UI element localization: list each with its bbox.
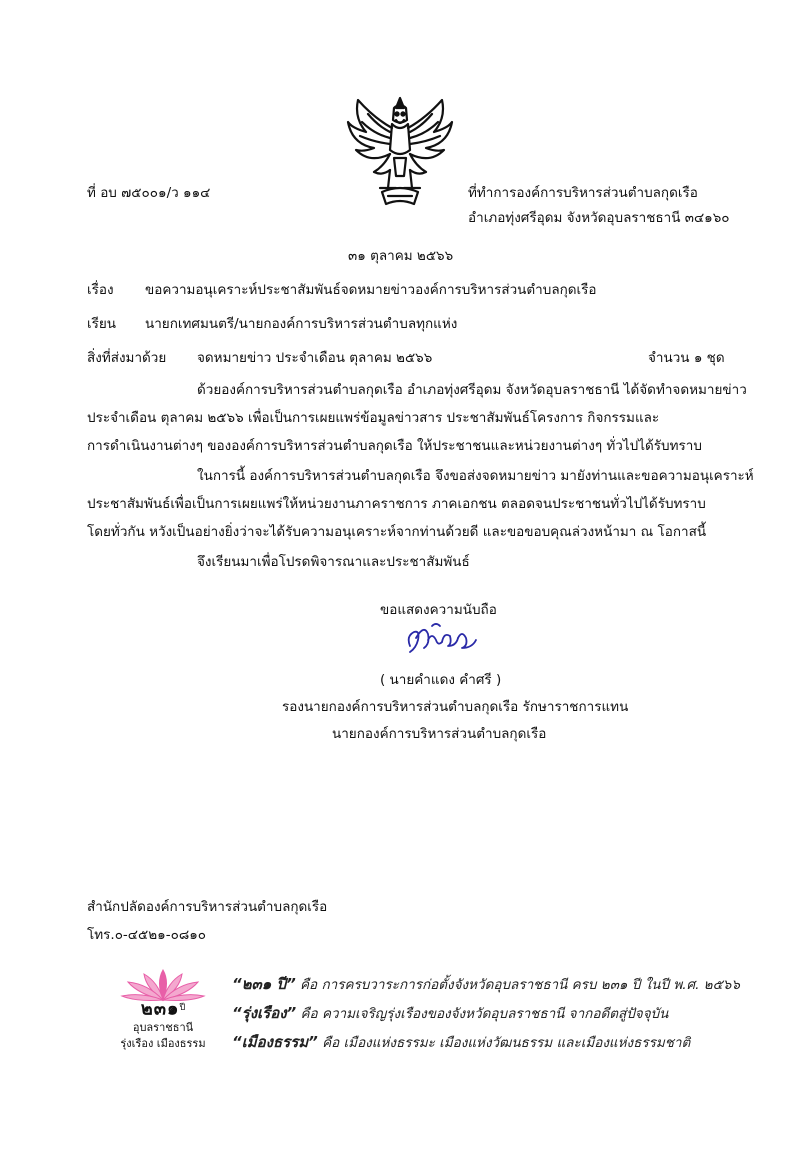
- body-para2-line1: ในการนี้ องค์การบริหารส่วนตำบลกุดเรือ จึงขอส่งจดหมายข่าว มายังท่านและขอความอนุเคราะห์: [197, 468, 754, 484]
- subject-text: ขอความอนุเคราะห์ประชาสัมพันธ์จดหมายข่าวองค์การบริหารส่วนตำบลกุดเรือ: [145, 282, 597, 298]
- closing-salutation: ขอแสดงความนับถือ: [380, 602, 497, 618]
- motto3-text: คือ เมืองแห่งธรรมะ เมืองแห่งวัฒนธรรม และเมืองแห่งธรรมชาติ: [317, 1035, 691, 1051]
- enclosure-label: สิ่งที่ส่งมาด้วย: [87, 350, 167, 366]
- body-para1-line3: การดำเนินงานต่างๆ ขององค์การบริหารส่วนตำบลกุดเรือ ให้ประชาชนและหน่วยงานต่างๆ ทั่วไปได้รับทราบ: [87, 438, 702, 454]
- logo-superscript: ปี: [179, 1003, 186, 1013]
- motto2-key: “รุ่งเรือง”: [232, 1004, 297, 1022]
- contact-phone: โทร.๐-๔๕๒๑-๐๘๑๐: [87, 927, 207, 943]
- body-para2-line2: ประชาสัมพันธ์เพื่อเป็นการเผยแพร่ให้หน่วยงานภาคราชการ ภาคเอกชน ตลอดจนประชาชนทั่วไปได้รับทราบ: [87, 496, 706, 512]
- recipient-text: นายกเทศมนตรี/นายกองค์การบริหารส่วนตำบลทุกแห่ง: [145, 316, 458, 332]
- motto-line3: [232, 1032, 690, 1053]
- subject-label: เรื่อง: [87, 282, 114, 298]
- letter-date: ๓๑ ตุลาคม ๒๕๖๖: [348, 248, 454, 264]
- recipient-label: เรียน: [87, 316, 117, 332]
- office-address-line1: ที่ทำการองค์การบริหารส่วนตำบลกุดเรือ: [468, 185, 698, 201]
- motto-line1: [232, 974, 740, 995]
- motto3-key: “เมืองธรรม”: [232, 1033, 318, 1051]
- signer-title-line2: นายกองค์การบริหารส่วนตำบลกุดเรือ: [332, 726, 547, 742]
- motto1-text: คือ การครบวาระการก่อตั้งจังหวัดอุบลราชธานี ครบ ๒๓๑ ปี ในปี พ.ศ. ๒๕๖๖: [295, 977, 740, 993]
- logo-number: ๒๓๑: [140, 998, 180, 1020]
- enclosure-quantity: จำนวน ๑ ชุด: [648, 350, 725, 366]
- enclosure-text: จดหมายข่าว ประจำเดือน ตุลาคม ๒๕๖๖: [197, 350, 433, 366]
- contact-office: สำนักปลัดองค์การบริหารส่วนตำบลกุดเรือ: [87, 899, 328, 915]
- signer-name: ( นายคำแดง คำศรี ): [380, 672, 502, 688]
- footer-logo: [98, 1000, 228, 1052]
- garuda-emblem-icon: [344, 92, 456, 210]
- logo-line1: อุบลราชธานี: [132, 1020, 194, 1034]
- body-para1-line2: ประจำเดือน ตุลาคม ๒๕๖๖ เพื่อเป็นการเผยแพร่ข้อมูลข่าวสาร ประชาสัมพันธ์โครงการ กิจกรรมและ: [87, 410, 660, 426]
- motto-line2: [232, 1003, 668, 1024]
- body-para3: จึงเรียนมาเพื่อโปรดพิจารณาและประชาสัมพันธ์: [197, 554, 470, 570]
- reference-number: ที่ อบ ๗๕๐๐๑/ว ๑๑๔: [87, 185, 211, 201]
- body-para1-line1: ด้วยองค์การบริหารส่วนตำบลกุดเรือ อำเภอทุ่งศรีอุดม จังหวัดอุบลราชธานี ได้จัดทำจดหมายข่าว: [197, 382, 747, 398]
- signer-title-line1: รองนายกองค์การบริหารส่วนตำบลกุดเรือ รักษาราชการแทน: [282, 699, 629, 715]
- logo-line2: รุ่งเรือง เมืองธรรม: [120, 1036, 206, 1050]
- office-address-line2: อำเภอทุ่งศรีอุดม จังหวัดอุบลราชธานี ๓๔๑๖๐: [468, 210, 730, 226]
- motto2-text: คือ ความเจริญรุ่งเรืองของจังหวัดอุบลราชธานี จากอดีตสู่ปัจจุบัน: [296, 1006, 669, 1022]
- handwritten-signature: [402, 618, 482, 658]
- body-para2-line3: โดยทั่วกัน หวังเป็นอย่างยิ่งว่าจะได้รับความอนุเคราะห์จากท่านด้วยดี และขอขอบคุณล่วงหน้ามา ณ โอกาสนี้: [87, 524, 707, 540]
- motto1-key: “๒๓๑ ปี”: [232, 975, 296, 993]
